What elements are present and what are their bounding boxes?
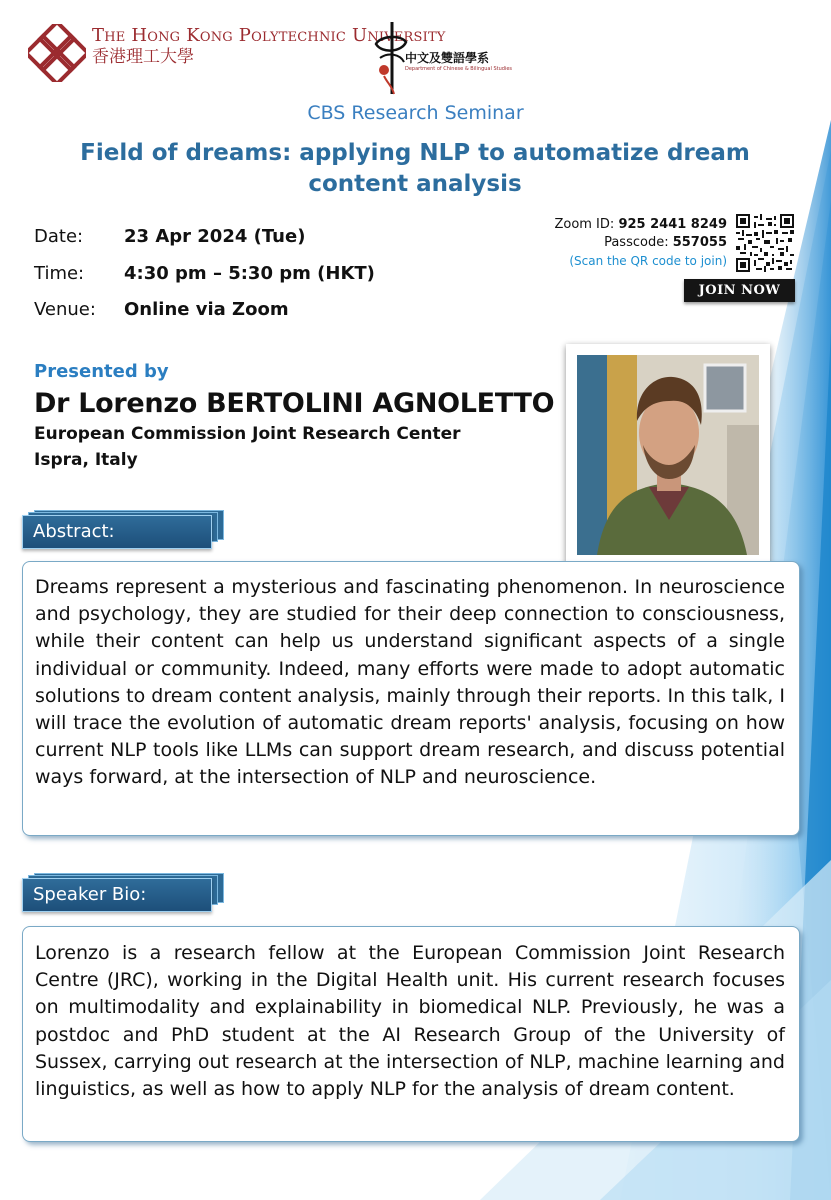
date-label: Date: (34, 226, 84, 247)
abstract-tab (22, 510, 222, 544)
bio-box (22, 926, 800, 1142)
bio-body: Lorenzo is a research fellow at the European Commission Joint Research Centre (JRC), working in the Digital Health unit. His current research focuses on multimodality and explainability in biomedical NLP. Previously, he was a postdoc and PhD student at the AI Research Group of the University of Sussex, carrying out research at the intersection of NLP, machine learning and linguistics, as well as how to apply NLP for the analysis of dream content. (35, 942, 785, 1101)
department-logo-icon (370, 18, 410, 98)
abstract-body: Dreams represent a mysterious and fascinating phenomenon. In neuroscience and psychology, they are studied for their deep connection to consciousness, while their content can help us understand significant aspects of a single individual or community. Indeed, many efforts were made to adopt automatic solutions to dream content analysis, mainly through their reports. In this talk, I will trace the evolution of automatic dream reports' analysis, focusing on how current NLP tools like LLMs can support dream research, and discuss potential ways forward, at the intersection of NLP and neuroscience. (35, 576, 785, 789)
join-now-button[interactable]: JOIN NOW (684, 279, 795, 302)
seminar-title-line1: Field of dreams: applying NLP to automatize dream (80, 140, 750, 166)
zoom-passcode-label: Passcode: (604, 235, 669, 250)
date-value: 23 Apr 2024 (Tue) (124, 226, 306, 247)
bio-heading: Speaker Bio: (33, 884, 147, 905)
abstract-box (22, 561, 800, 836)
speaker-photo-frame (566, 344, 770, 566)
seminar-series: CBS Research Seminar (307, 102, 524, 124)
zoom-id (554, 217, 727, 232)
department-name-zh: 中文及雙語學系 (405, 51, 490, 65)
time-value: 4:30 pm – 5:30 pm (HKT) (124, 263, 375, 284)
venue-label: Venue: (34, 299, 96, 320)
university-name-zh: 香港理工大學 (92, 47, 194, 67)
zoom-scan-hint: (Scan the QR code to join) (569, 254, 727, 268)
zoom-id-value: 925 2441 8249 (618, 217, 727, 232)
seminar-title-line2: content analysis (308, 171, 522, 197)
bio-tab-front (22, 878, 212, 912)
speaker-affiliation: European Commission Joint Research Center (34, 424, 461, 444)
abstract-tab-front (22, 515, 212, 549)
qr-code-icon[interactable] (736, 214, 794, 272)
zoom-id-label: Zoom ID: (554, 217, 615, 232)
time-label: Time: (34, 263, 85, 284)
speaker-photo (577, 355, 759, 555)
seminar-title (40, 138, 790, 200)
department-name-en: Department of Chinese & Bilingual Studies (405, 66, 513, 72)
speaker-name: Dr Lorenzo BERTOLINI AGNOLETTO (34, 388, 555, 419)
bio-tab (22, 873, 222, 907)
presented-by-label: Presented by (34, 361, 169, 382)
speaker-location: Ispra, Italy (34, 450, 138, 470)
zoom-passcode (604, 235, 727, 250)
abstract-heading: Abstract: (33, 521, 115, 542)
polyu-logo-icon (28, 24, 86, 82)
zoom-passcode-value: 557055 (672, 235, 727, 250)
university-name-en: The Hong Kong Polytechnic University (92, 25, 446, 46)
venue-value: Online via Zoom (124, 299, 289, 320)
